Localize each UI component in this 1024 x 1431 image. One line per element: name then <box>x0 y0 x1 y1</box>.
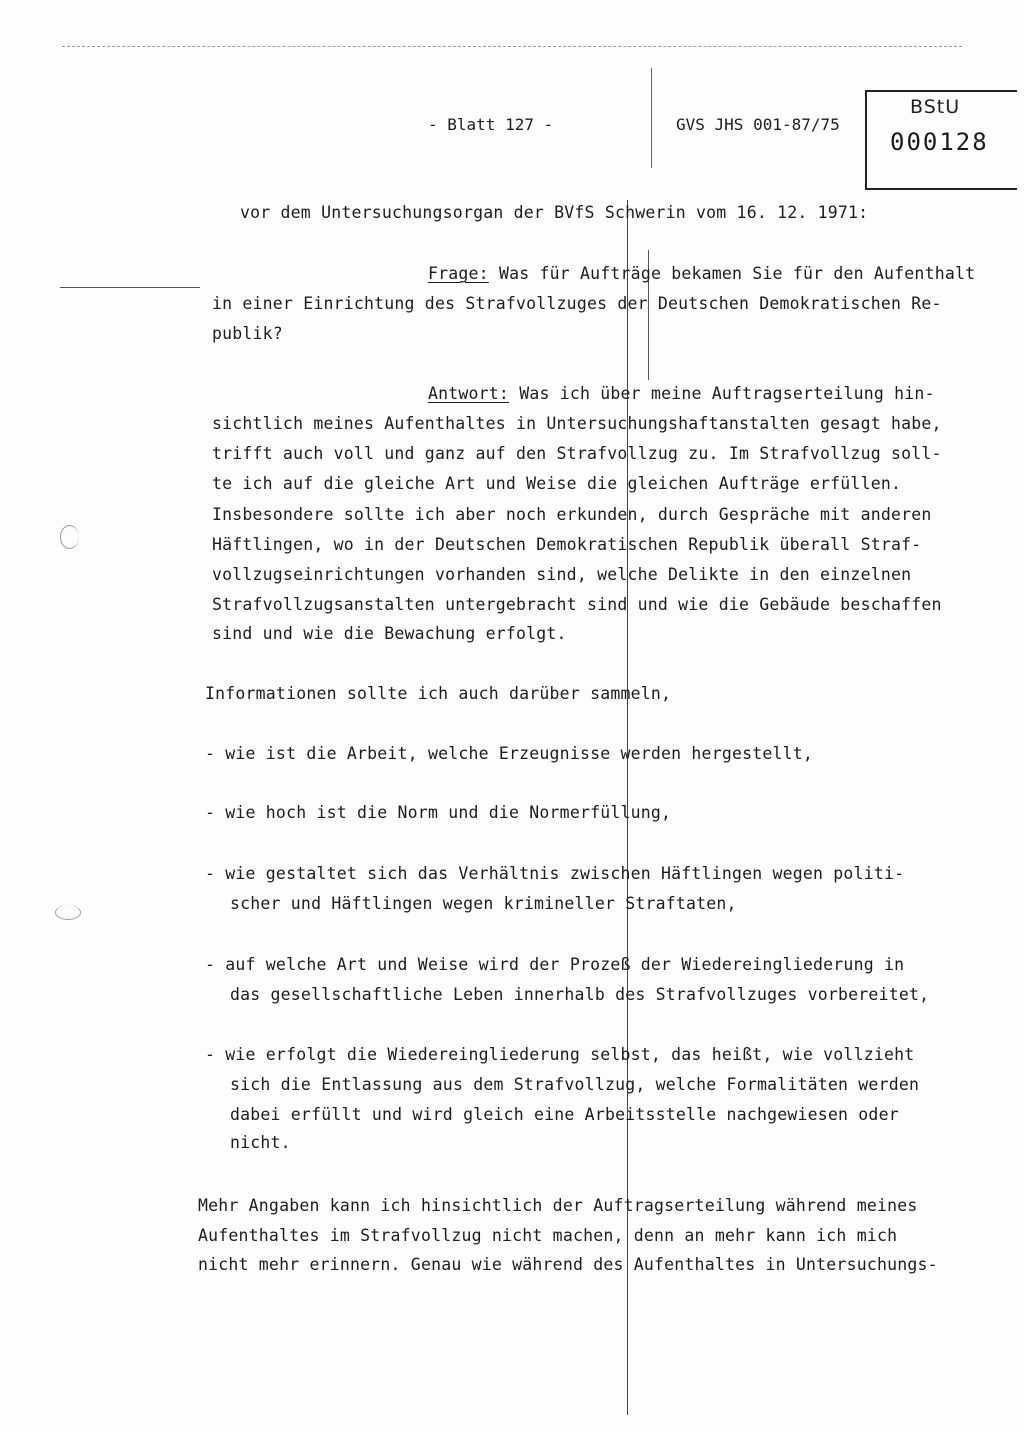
answer-line: vollzugseinrichtungen vorhanden sind, welche Delikte in den einzelnen <box>212 565 912 584</box>
closing-line: Aufenthaltes im Strafvollzug nicht machen, denn an mehr kann ich mich <box>198 1226 898 1245</box>
sheet-label: - Blatt 127 - <box>428 115 554 134</box>
answer-line: trifft auch voll und ganz auf den Strafvollzug zu. Im Strafvollzug soll- <box>212 444 942 463</box>
margin-line <box>60 287 200 288</box>
bullet-continuation: scher und Häftlingen wegen krimineller Straftaten, <box>230 894 737 913</box>
bullet-item: - wie ist die Arbeit, welche Erzeugnisse werden hergestellt, <box>205 744 814 763</box>
fold-line-top <box>651 68 652 168</box>
answer-line: sind und wie die Bewachung erfolgt. <box>212 624 567 643</box>
answer-line <box>428 384 935 404</box>
intro-line: vor dem Untersuchungsorgan der BVfS Schwerin vom 16. 12. 1971: <box>240 203 869 222</box>
bullet-item: - wie gestaltet sich das Verhältnis zwischen Häftlingen wegen politi- <box>205 864 905 883</box>
question-line: in einer Einrichtung des Strafvollzuges der Deutschen Demokratischen Re- <box>212 294 942 313</box>
bullet-continuation: nicht. <box>230 1133 291 1152</box>
bullet-item: - wie hoch ist die Norm und die Normerfüllung, <box>205 803 672 822</box>
question-line <box>428 264 975 284</box>
answer-label: Antwort: <box>428 384 510 403</box>
answer-line: sichtlich meines Aufenthaltes in Untersuchungshaftanstalten gesagt habe, <box>212 414 942 433</box>
margin-smudge <box>60 525 79 549</box>
document-reference: GVS JHS 001-87/75 <box>676 115 840 134</box>
closing-line: nicht mehr erinnern. Genau wie während des Aufenthaltes in Untersuchungs- <box>198 1255 938 1274</box>
closing-line: Mehr Angaben kann ich hinsichtlich der Auftragserteilung während meines <box>198 1196 918 1215</box>
stamp-number: 000128 <box>890 128 989 156</box>
answer-line: Insbesondere sollte ich aber noch erkunden, durch Gespräche mit anderen <box>212 505 932 524</box>
bullet-item: - wie erfolgt die Wiedereingliederung selbst, das heißt, wie vollzieht <box>205 1045 915 1064</box>
info-intro: Informationen sollte ich auch darüber sammeln, <box>205 684 672 703</box>
margin-smudge <box>55 905 81 920</box>
question-line: publik? <box>212 324 283 343</box>
answer-line: te ich auf die gleiche Art und Weise die gleichen Aufträge erfüllen. <box>212 474 902 493</box>
bullet-continuation: sich die Entlassung aus dem Strafvollzug, welche Formalitäten werden <box>230 1075 920 1094</box>
stamp-title: BStU <box>910 96 961 118</box>
answer-text: Was ich über meine Auftragserteilung hin- <box>509 384 935 403</box>
bullet-continuation: das gesellschaftliche Leben innerhalb des Strafvollzuges vorbereitet, <box>230 985 930 1004</box>
top-rule <box>62 46 962 47</box>
question-label: Frage: <box>428 264 489 283</box>
bullet-continuation: dabei erfüllt und wird gleich eine Arbeitsstelle nachgewiesen oder <box>230 1105 899 1124</box>
answer-line: Strafvollzugsanstalten untergebracht sind und wie die Gebäude beschaffen <box>212 595 942 614</box>
answer-line: Häftlingen, wo in der Deutschen Demokratischen Republik überall Straf- <box>212 535 922 554</box>
bullet-item: - auf welche Art und Weise wird der Prozeß der Wiedereingliederung in <box>205 955 905 974</box>
question-text: Was für Aufträge bekamen Sie für den Aufenthalt <box>488 264 976 283</box>
